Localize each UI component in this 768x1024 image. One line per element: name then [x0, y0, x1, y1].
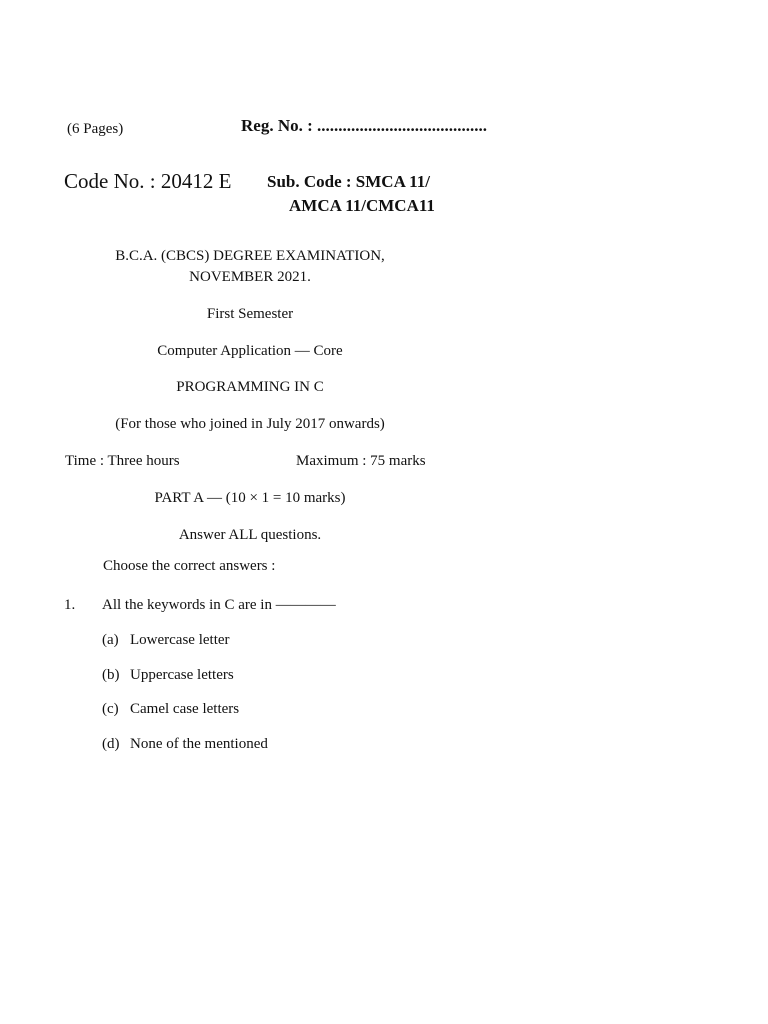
page-count: (6 Pages) — [67, 121, 124, 137]
registration-number-field: Reg. No. : ........................................ — [241, 116, 488, 135]
subject-title: PROGRAMMING IN C — [176, 379, 324, 395]
maximum-marks: Maximum : 75 marks — [296, 453, 426, 469]
option-d-text: None of the mentioned — [130, 736, 268, 752]
question-number: 1. — [64, 597, 76, 613]
exam-duration: Time : Three hours — [65, 453, 180, 469]
part-a-instruction: Answer ALL questions. — [178, 527, 322, 543]
subject-code-line-2: AMCA 11/CMCA11 — [289, 196, 435, 215]
option-d-label: (d) — [102, 736, 120, 752]
question-text: All the keywords in C are in ———— — [102, 597, 336, 613]
option-b-label: (b) — [102, 667, 120, 683]
eligibility-note: (For those who joined in July 2017 onwards) — [115, 416, 385, 432]
subject-code-line-1: Sub. Code : SMCA 11/ — [267, 172, 430, 191]
exam-title-line-1: B.C.A. (CBCS) DEGREE EXAMINATION, — [115, 248, 385, 264]
option-c-text: Camel case letters — [130, 701, 240, 717]
semester: First Semester — [206, 306, 294, 322]
exam-title-line-2: NOVEMBER 2021. — [189, 269, 311, 285]
option-a-label: (a) — [102, 632, 119, 648]
option-c-label: (c) — [102, 701, 119, 717]
code-number: Code No. : 20412 E — [64, 169, 232, 193]
option-a-text: Lowercase letter — [130, 632, 230, 648]
part-a-sub-instruction: Choose the correct answers : — [103, 558, 276, 574]
option-b-text: Uppercase letters — [130, 667, 234, 683]
department: Computer Application — Core — [157, 343, 343, 359]
part-a-heading: PART A — (10 × 1 = 10 marks) — [154, 490, 346, 506]
